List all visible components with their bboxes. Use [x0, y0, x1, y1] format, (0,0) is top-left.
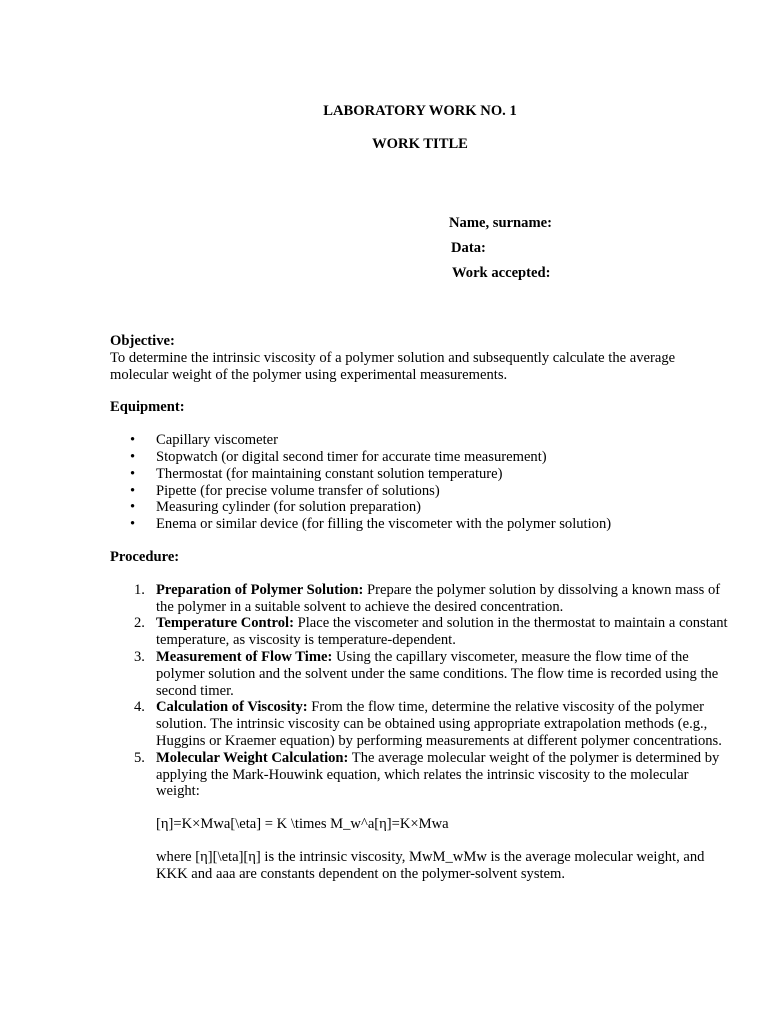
procedure-heading: Procedure:: [110, 548, 180, 565]
step-text: The average molecular weight of the polymer is determined by applying the Mark-Houwink equation, which relates the intrinsic viscosity to the molecular weight:: [156, 749, 720, 800]
step-text: Prepare the polymer solution by dissolving a known mass of the polymer in a suitable solvent to achieve the desired concentration.: [156, 581, 721, 615]
list-item: [110, 449, 735, 466]
objective-heading: Objective:: [110, 333, 175, 349]
bullet-icon: •: [130, 465, 136, 482]
step-text: Using the capillary viscometer, measure the flow time of the polymer solution and the solvent under the same conditions. The flow time is recorded using the second timer.: [156, 648, 719, 699]
step-number: 3.: [134, 648, 145, 665]
bullet-icon: •: [130, 432, 136, 449]
list-item: [110, 466, 735, 483]
document-title: LABORATORY WORK NO. 1: [323, 103, 517, 119]
equipment-list: [110, 432, 735, 533]
equipment-heading: Equipment:: [110, 399, 185, 416]
procedure-step: [110, 615, 735, 649]
step-number: 4.: [134, 699, 145, 716]
document-body: [110, 333, 735, 883]
objective-text: To determine the intrinsic viscosity of a polymer solution and subsequently calculate the average molecular weight of the polymer using experimental measurements.: [110, 349, 676, 383]
procedure-list: [110, 582, 735, 883]
list-item: [110, 516, 735, 533]
list-item: [110, 499, 735, 516]
list-item: [110, 483, 735, 500]
step-text: From the flow time, determine the relative viscosity of the polymer solution. The intrinsic viscosity can be obtained using appropriate extrapolation methods (e.g., Huggins or Kraemer equation) by performing measurements at different polymer concentrations.: [156, 699, 722, 749]
list-item-text: Capillary viscometer: [156, 432, 278, 449]
data-label: Data:: [451, 240, 486, 256]
procedure-step: [110, 649, 735, 699]
list-item-text: Stopwatch (or digital second timer for accurate time measurement): [156, 448, 547, 465]
bullet-icon: •: [130, 482, 136, 499]
procedure-step: [110, 582, 735, 616]
list-item-text: Pipette (for precise volume transfer of solutions): [156, 482, 440, 499]
list-item-text: Enema or similar device (for filling the viscometer with the polymer solution): [156, 516, 612, 533]
step-number: 5.: [134, 749, 145, 766]
step-number: 2.: [134, 615, 145, 632]
step-text: Place the viscometer and solution in the thermostat to maintain a constant temperature, as viscosity is temperature-dependent.: [156, 615, 728, 649]
formula-explanation: where [η][\eta][η] is the intrinsic viscosity, MwM_wMw is the average molecular weight, and KKK and aaa are constants dependent on the polymer-solvent system.: [156, 848, 705, 882]
work-title: WORK TITLE: [372, 136, 468, 152]
bullet-icon: •: [130, 448, 136, 465]
mark-houwink-formula: [η]=K×Mwa[\eta] = K \times M_w^a[η]=K×Mwa: [156, 816, 449, 833]
step-title: Molecular Weight Calculation:: [156, 749, 349, 766]
list-item-text: Thermostat (for maintaining constant solution temperature): [156, 465, 503, 482]
procedure-step: [110, 750, 735, 883]
name-surname-label: Name, surname:: [449, 215, 552, 231]
list-item: [110, 432, 735, 449]
list-item-text: Measuring cylinder (for solution preparation): [156, 499, 422, 516]
step-title: Preparation of Polymer Solution:: [156, 581, 364, 598]
bullet-icon: •: [130, 516, 136, 533]
step-title: Temperature Control:: [156, 615, 294, 632]
step-title: Measurement of Flow Time:: [156, 648, 333, 665]
step-title: Calculation of Viscosity:: [156, 699, 308, 716]
bullet-icon: •: [130, 499, 136, 516]
work-accepted-label: Work accepted:: [452, 265, 551, 281]
step-number: 1.: [134, 581, 145, 598]
procedure-step: [110, 699, 735, 749]
